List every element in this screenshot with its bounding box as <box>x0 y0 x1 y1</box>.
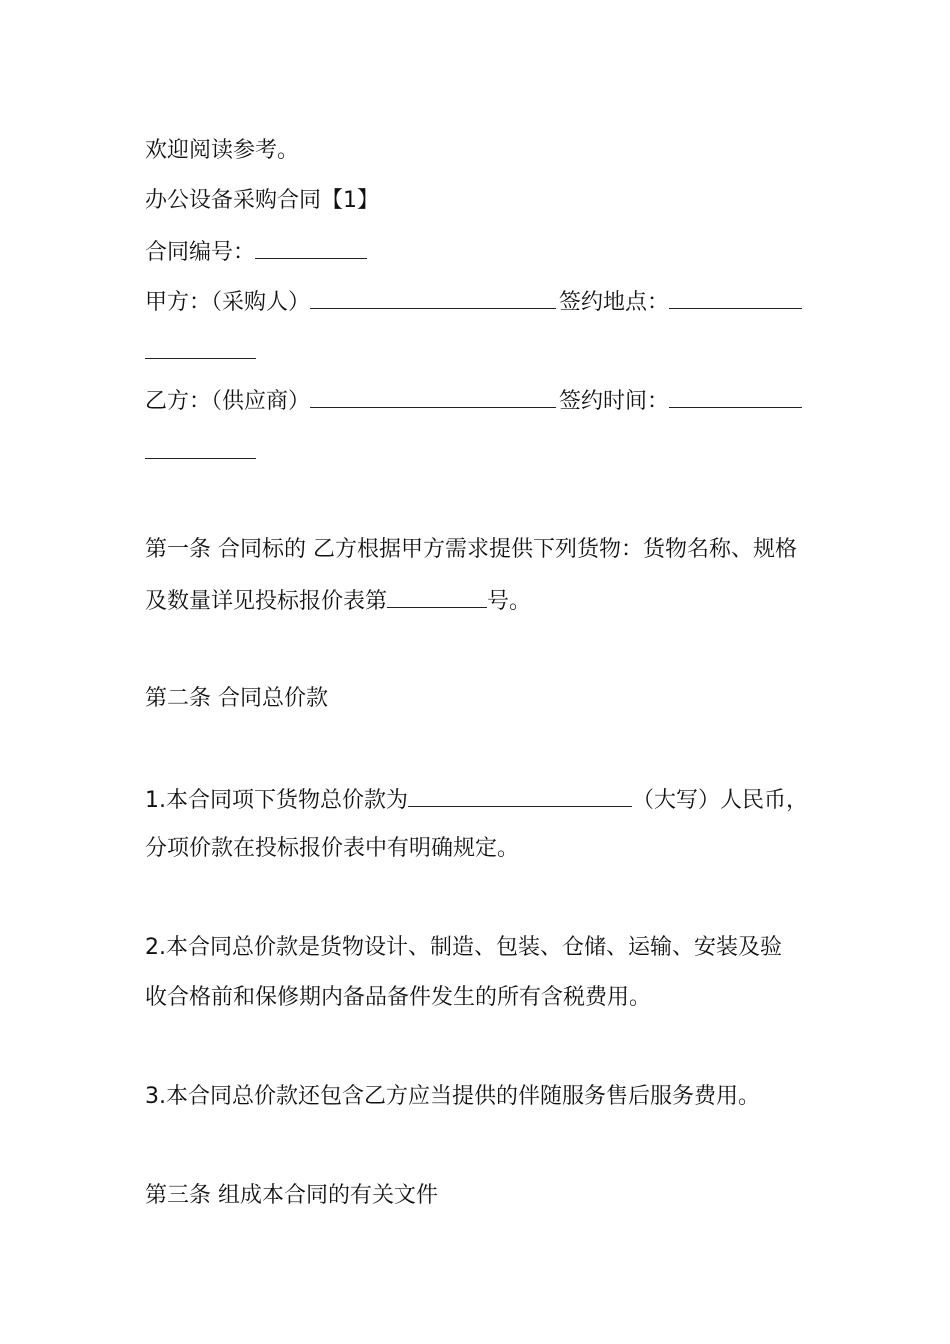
contract-number-label: 合同编号： <box>145 240 256 265</box>
total-price-blank <box>408 784 632 807</box>
sign-time-line <box>559 385 802 417</box>
sign-time-blank-continued <box>145 458 256 459</box>
contract-title: 办公设备采购合同【1】 <box>145 188 379 213</box>
article2-item2-line2: 收合格前和保修期内备品备件发生的所有含税费用。 <box>145 985 652 1010</box>
party-b-line <box>145 385 556 417</box>
party-b-blank <box>310 385 556 408</box>
article1-line1: 第一条 合同标的 乙方根据甲方需求提供下列货物：货物名称、规格 <box>145 537 797 562</box>
contract-number-blank <box>255 236 367 259</box>
article1-line2 <box>145 585 531 617</box>
article1-suffix: 号。 <box>487 589 532 614</box>
contract-number-line <box>145 236 367 268</box>
article3-heading: 第三条 组成本合同的有关文件 <box>145 1183 438 1208</box>
article1-prefix: 及数量详见投标报价表第 <box>145 589 388 614</box>
article2-item3: 3.本合同总价款还包含乙方应当提供的伴随服务售后服务费用。 <box>145 1084 760 1109</box>
sign-time-label: 签约时间： <box>559 389 670 414</box>
party-a-label: 甲方：（采购人） <box>145 290 311 315</box>
article2-heading: 第二条 合同总价款 <box>145 686 328 711</box>
party-a-blank <box>310 286 556 309</box>
item1-suffix: （大写）人民币， <box>632 788 809 813</box>
party-a-line <box>145 286 556 318</box>
sign-place-label: 签约地点： <box>559 290 670 315</box>
article2-item1-line2: 分项价款在投标报价表中有明确规定。 <box>145 836 520 861</box>
sign-place-blank <box>669 286 802 309</box>
item1-prefix: 1.本合同项下货物总价款为 <box>145 788 408 813</box>
party-b-label: 乙方：（供应商） <box>145 389 311 414</box>
article2-item2-line1: 2.本合同总价款是货物设计、制造、包装、仓储、运输、安装及验 <box>145 935 782 960</box>
sign-time-blank <box>669 385 802 408</box>
sign-place-line <box>559 286 802 318</box>
sign-place-blank-continued <box>145 358 256 359</box>
bid-quote-number-blank <box>387 585 487 608</box>
intro-text: 欢迎阅读参考。 <box>145 138 300 163</box>
article2-item1-line1 <box>145 784 808 816</box>
